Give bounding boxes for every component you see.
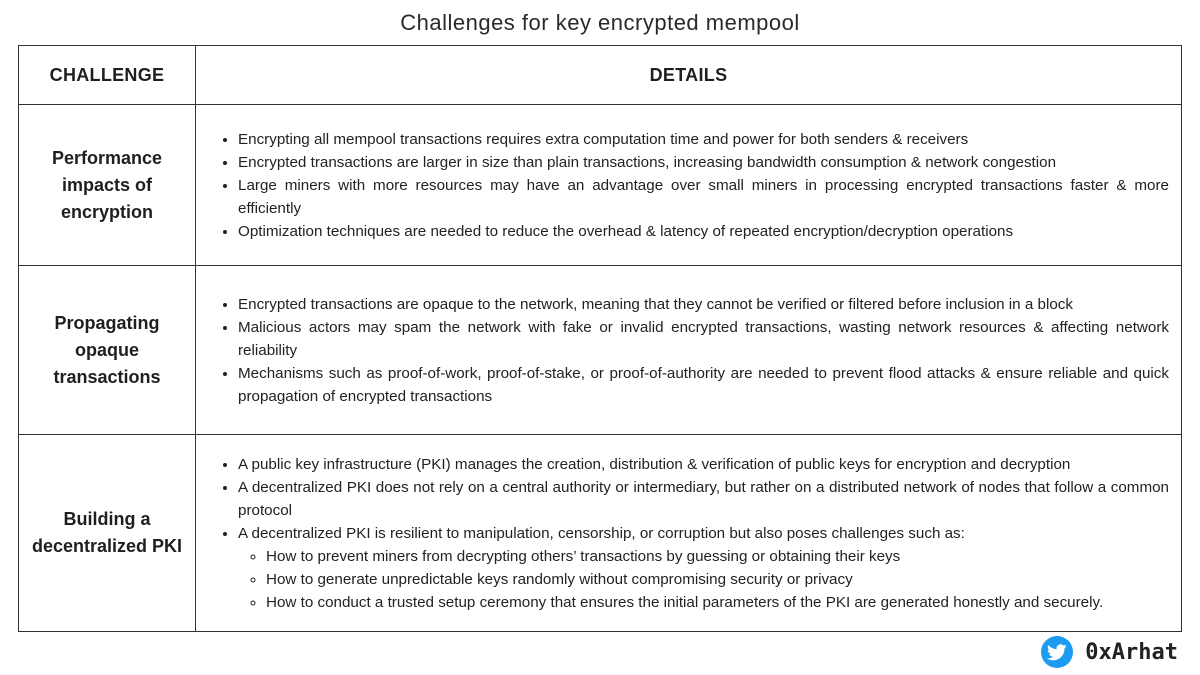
details-cell <box>196 266 1182 435</box>
detail-bullet: • Large miners with more resources may have an advantage over small miners in processing encrypted transactions faster & more efficiently <box>238 174 1169 220</box>
detail-list <box>216 453 1169 614</box>
header-details: DETAILS <box>196 46 1182 105</box>
table-row <box>19 435 1182 632</box>
table-header-row <box>19 46 1182 105</box>
detail-bullet: • Malicious actors may spam the network with fake or invalid encrypted transactions, wasting network resources & affecting network reliability <box>238 316 1169 362</box>
details-cell <box>196 435 1182 632</box>
table-row <box>19 266 1182 435</box>
author-credit[interactable] <box>1041 636 1178 668</box>
detail-bullet: • Mechanisms such as proof-of-work, proof-of-stake, or proof-of-authority are needed to prevent flood attacks & ensure reliable and quick propagation of encrypted transactions <box>238 362 1169 408</box>
sub-detail-bullet: ◦ How to prevent miners from decrypting others’ transactions by guessing or obtaining their keys <box>266 545 1169 568</box>
challenge-cell: Propagating opaque transactions <box>19 266 196 435</box>
detail-bullet: • Encrypting all mempool transactions requires extra computation time and power for both senders & receivers <box>238 128 1169 151</box>
twitter-bird-icon <box>1041 636 1073 668</box>
twitter-handle[interactable]: 0xArhat <box>1085 639 1178 665</box>
details-cell <box>196 105 1182 266</box>
challenge-cell: Performance impacts of encryption <box>19 105 196 266</box>
challenge-cell: Building a decentralized PKI <box>19 435 196 632</box>
sub-detail-list <box>238 545 1169 614</box>
detail-bullet-text: A decentralized PKI is resilient to manipulation, censorship, or corruption but also poses challenges such as: <box>238 524 965 542</box>
detail-bullet: • Encrypted transactions are larger in size than plain transactions, increasing bandwidth consumption & network congestion <box>238 151 1169 174</box>
detail-list <box>216 128 1169 243</box>
detail-bullet <box>238 522 1169 614</box>
sub-detail-bullet: ◦ How to conduct a trusted setup ceremony that ensures the initial parameters of the PKI are generated honestly and securely. <box>266 591 1169 614</box>
detail-bullet: • Encrypted transactions are opaque to the network, meaning that they cannot be verified or filtered before inclusion in a block <box>238 293 1169 316</box>
detail-list <box>216 293 1169 408</box>
page-title: Challenges for key encrypted mempool <box>400 10 800 35</box>
challenges-table <box>18 45 1182 632</box>
twitter-bird-svg <box>1047 644 1067 661</box>
detail-bullet: • A public key infrastructure (PKI) manages the creation, distribution & verification of public keys for encryption and decryption <box>238 453 1169 476</box>
detail-bullet: • A decentralized PKI does not rely on a central authority or intermediary, but rather on a distributed network of nodes that follow a common protocol <box>238 476 1169 522</box>
header-challenge: CHALLENGE <box>19 46 196 105</box>
detail-bullet: • Optimization techniques are needed to reduce the overhead & latency of repeated encryption/decryption operations <box>238 220 1169 243</box>
table-row <box>19 105 1182 266</box>
sub-detail-bullet: ◦ How to generate unpredictable keys randomly without compromising security or privacy <box>266 568 1169 591</box>
